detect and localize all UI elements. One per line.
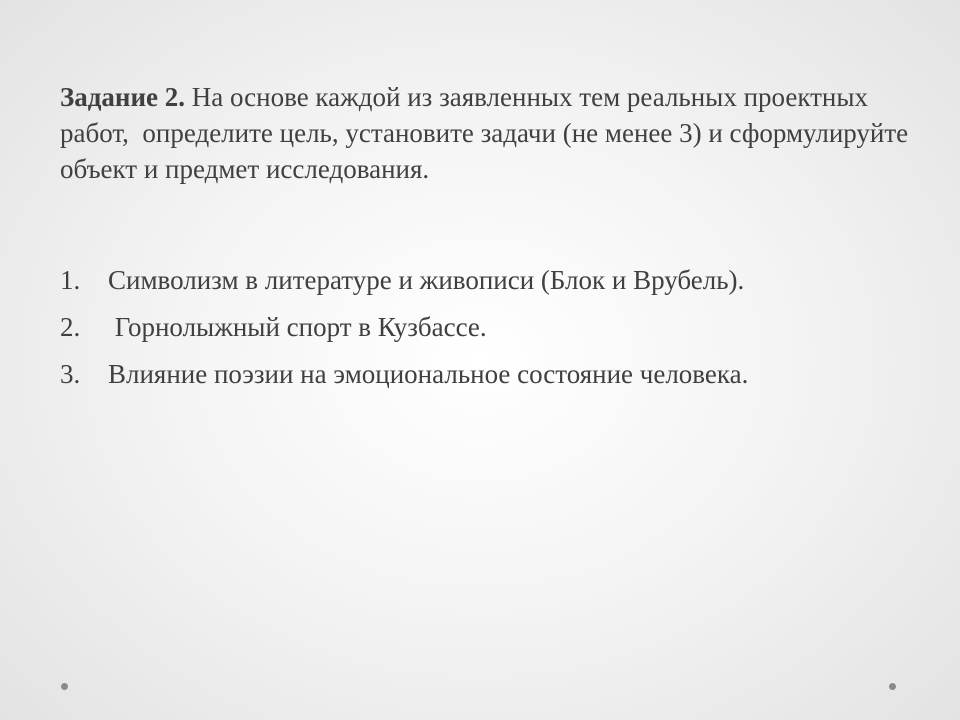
decorative-dot-right (889, 683, 896, 690)
list-item-number: 2. (60, 312, 81, 342)
task-paragraph (60, 79, 915, 187)
list-item-text: Символизм в литературе и живописи (Блок и Врубель). (108, 265, 745, 295)
list-item (60, 356, 920, 392)
list-item-number: 3. (60, 359, 81, 389)
list-item (60, 262, 920, 298)
task-text: На основе каждой из заявленных тем реальных проектных работ, определите цель, установите задачи (не менее 3) и сформулируйте объект и предмет исследования. (60, 82, 915, 184)
topic-list (60, 262, 920, 403)
decorative-dot-left (61, 683, 68, 690)
list-item-text: Влияние поэзии на эмоциональное состояние человека. (108, 359, 749, 389)
task-label: Задание 2. (60, 82, 186, 112)
list-item-text: Горнолыжный спорт в Кузбассе. (108, 312, 487, 342)
list-item-number: 1. (60, 265, 81, 295)
list-item (60, 309, 920, 345)
